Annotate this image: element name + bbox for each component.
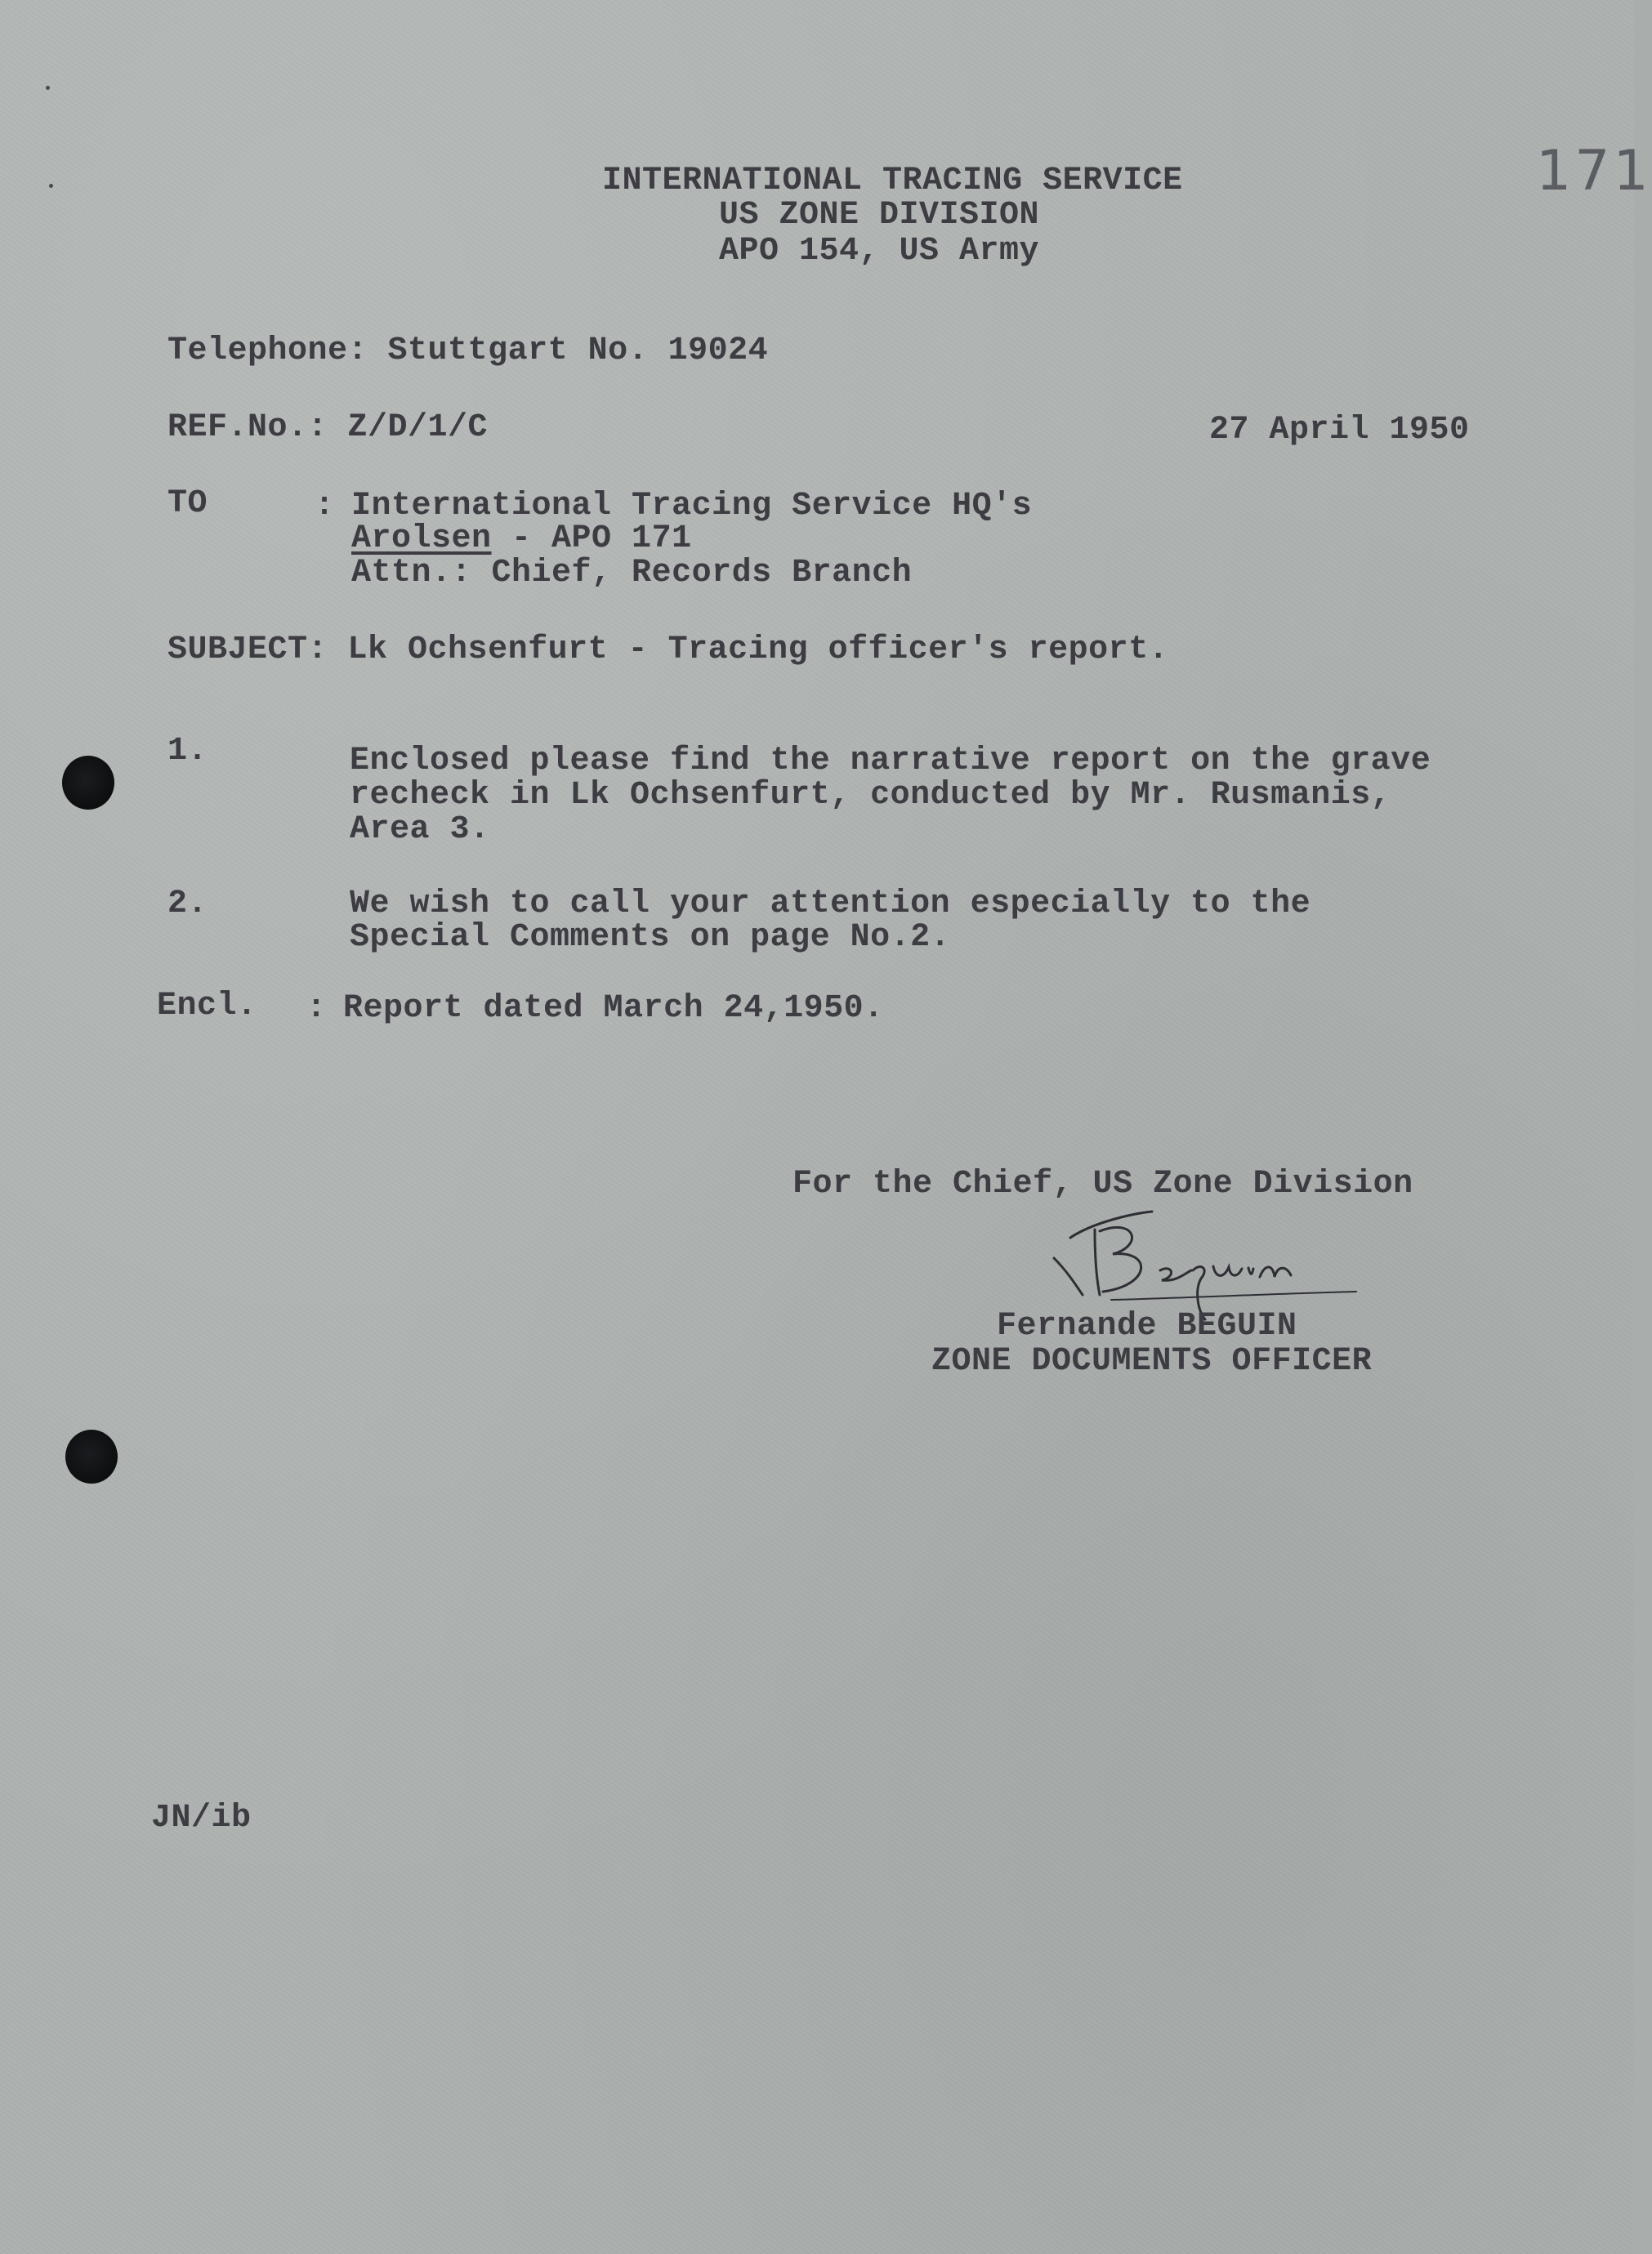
to-separator: :: [315, 488, 335, 524]
paragraph-1-line-2: recheck in Lk Ochsenfurt, conducted by Mr. Rusmanis,: [350, 777, 1391, 814]
letterhead-line-3: APO 154, US Army: [719, 233, 1040, 270]
punch-hole-bottom: [65, 1430, 118, 1484]
page-number: 171: [1536, 139, 1652, 203]
paragraph-1-line-3: Area 3.: [350, 811, 490, 848]
typist-initials: JN/ib: [151, 1800, 252, 1837]
to-label: TO: [167, 485, 208, 522]
signature-for-line: For the Chief, US Zone Division: [793, 1166, 1413, 1203]
paper-speck: [46, 86, 50, 90]
paragraph-2-number: 2.: [167, 886, 208, 922]
to-recipient-line-3: Attn.: Chief, Records Branch: [351, 555, 913, 591]
letterhead-line-1: INTERNATIONAL TRACING SERVICE: [602, 163, 1183, 199]
paragraph-1-number: 1.: [167, 733, 208, 770]
signatory-title: ZONE DOCUMENTS OFFICER: [931, 1343, 1373, 1380]
subject-line: SUBJECT: Lk Ochsenfurt - Tracing officer's report.: [167, 632, 1169, 668]
arolsen-underlined: Arolsen: [351, 520, 492, 557]
enclosure-separator: :: [306, 990, 327, 1027]
letterhead-line-2: US ZONE DIVISION: [719, 197, 1040, 234]
to-recipient-apo: - APO 171: [491, 520, 692, 557]
reference-number: REF.No.: Z/D/1/C: [167, 409, 489, 446]
handwritten-signature: [1038, 1189, 1397, 1328]
paragraph-2-line-2: Special Comments on page No.2.: [350, 919, 951, 956]
enclosure-text: Report dated March 24,1950.: [343, 990, 884, 1027]
paper-speck: [49, 184, 53, 188]
to-recipient-line-2: [351, 521, 692, 557]
paragraph-1-line-1: Enclosed please find the narrative report on the grave: [350, 743, 1431, 779]
punch-hole-top: [62, 756, 114, 810]
letter-date: 27 April 1950: [1209, 412, 1470, 449]
telephone-line: Telephone: Stuttgart No. 19024: [167, 333, 769, 369]
enclosure-label: Encl.: [157, 988, 257, 1024]
signatory-name: Fernande BEGUIN: [997, 1308, 1297, 1345]
to-recipient-line-1: International Tracing Service HQ's: [351, 488, 1033, 524]
paragraph-2-line-1: We wish to call your attention especially to the: [350, 886, 1311, 922]
